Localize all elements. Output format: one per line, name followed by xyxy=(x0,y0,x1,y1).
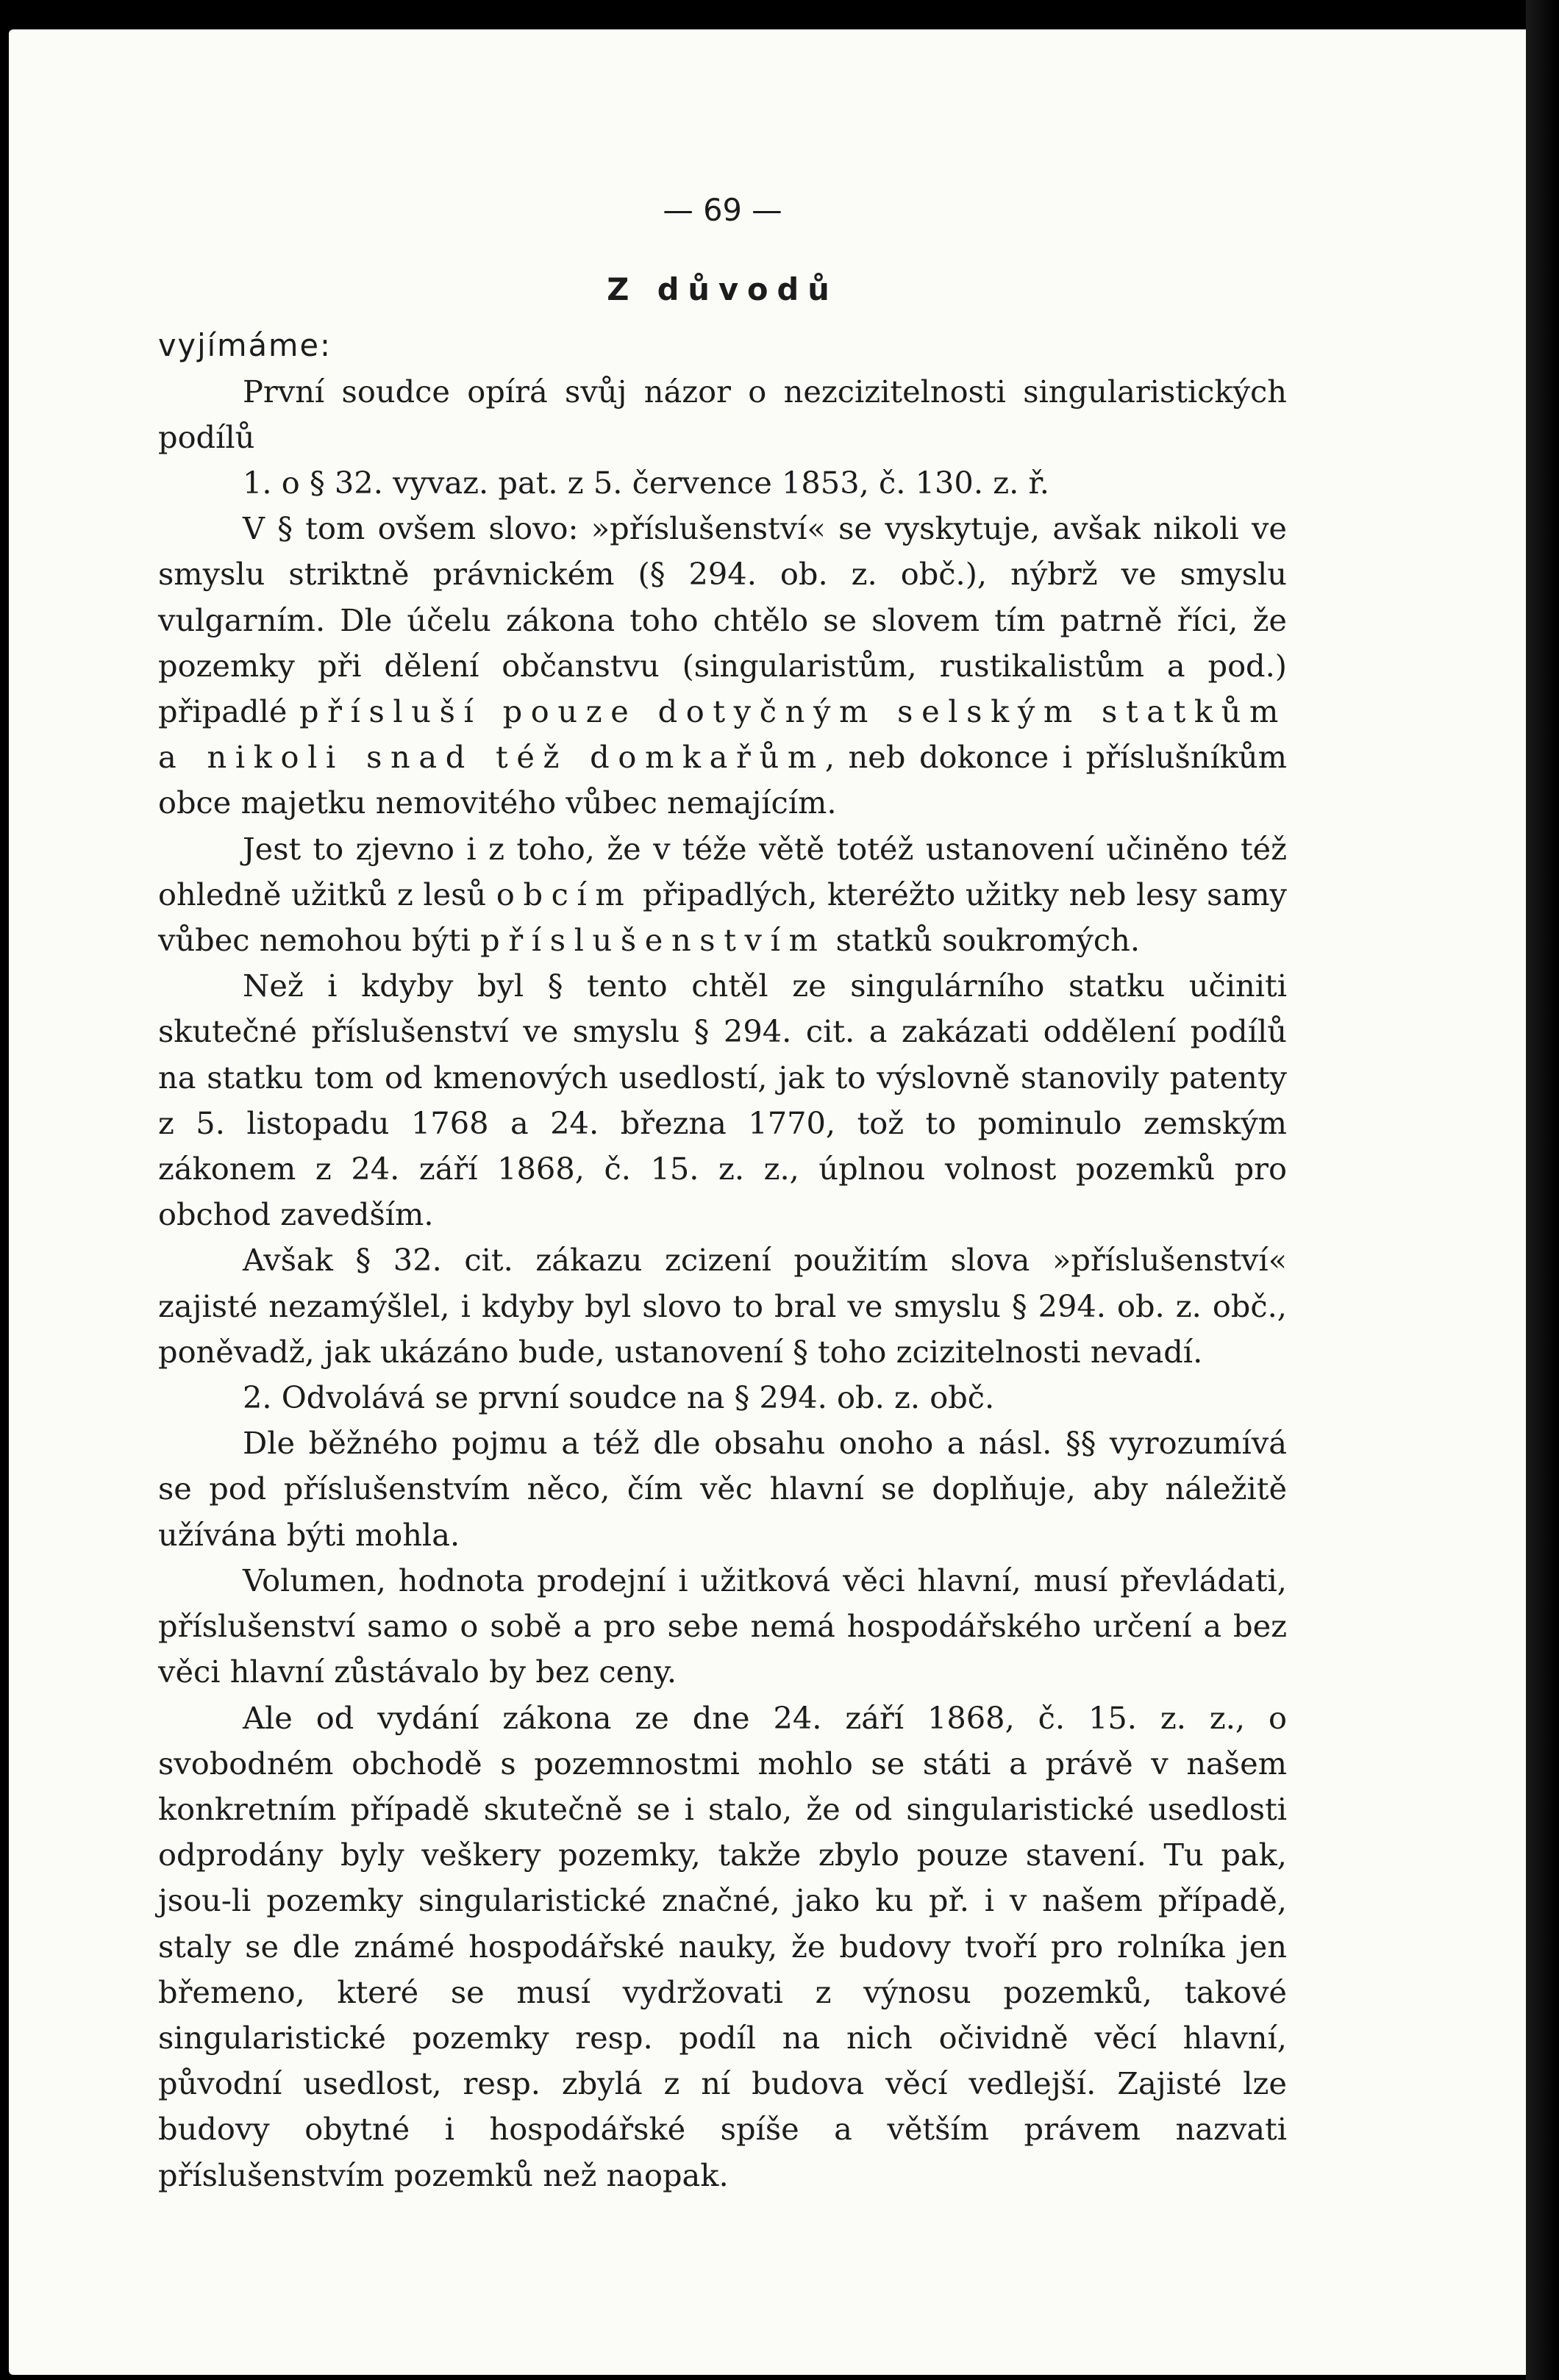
paragraph-4 xyxy=(158,826,1287,964)
page-number: — 69 — xyxy=(663,192,782,228)
scan-edge xyxy=(1526,0,1559,2380)
paragraph-9: Volumen, hodnota prodejní i užitková věci hlavní, musí převládati, příslušenství samo o sobě a pro sebe nemá hospodářského určení a bez věci hlavní zůstávalo by bez ceny. xyxy=(158,1562,1287,1690)
spaced-emphasis-prislusenstvim: příslušenstvím xyxy=(480,922,827,959)
paragraph-1: První soudce opírá svůj názor o nezcizitelnosti singularistických podílů xyxy=(158,373,1287,455)
section-heading: Z důvodů xyxy=(607,271,838,308)
paragraph-4-tail: statků soukromých. xyxy=(826,922,1141,959)
spaced-emphasis-obcim: obcím xyxy=(496,876,633,912)
paragraph-7: 2. Odvolává se první soudce na § 294. ob. z. obč. xyxy=(243,1379,995,1416)
paragraph-3 xyxy=(158,506,1287,826)
paragraph-3-tail: , neb dokonce i příslušníkům obce majetku nemovitého vůbec nemajícím. xyxy=(158,739,1287,821)
paragraph-3-text: V § tom ovšem slovo: »příslušenství« se vyskytuje, avšak nikoli ve smyslu striktně právnickém (§ 294. ob. z. obč.), nýbrž ve smyslu vulgarním. Dle účelu zákona toho chtělo se slovem tím patrně říci, že pozemky při dělení občanstvu (singularistům, rustikalistům a pod.) připadlé xyxy=(158,510,1287,730)
paragraph-4-middle: připadlých, kteréžto užitky neb lesy samy vůbec nemohou býti xyxy=(158,876,1287,959)
paragraph-4-text: Jest to zjevno i z toho, že v téže větě totéž ustanovení učiněno též ohledně užitků z lesů xyxy=(158,830,1287,912)
page-content xyxy=(158,187,1287,2198)
paragraph-5: Než i kdyby byl § tento chtěl ze singulárního statku učiniti skutečné příslušenství ve smyslu § 294. cit. a zakázati oddělení podílů na statku tom od kmenových usedlostí, jak to výslovně stanovily patenty z 5. listopadu 1768 a 24. března 1770, tož to pominulo zemským zákonem z 24. září 1868, č. 15. z. z., úplnou volnost pozemků pro obchod zavedším. xyxy=(158,968,1287,1233)
paragraph-6: Avšak § 32. cit. zákazu zcizení použitím slova »příslušenství« zajisté nezamýšlel, i kdyby byl slovo to bral ve smyslu § 294. ob. z. obč., poněvadž, jak ukázáno bude, ustanovení § toho zcizitelnosti nevadí. xyxy=(158,1242,1287,1370)
spaced-emphasis: přísluší pouze dotyčným selským statkům a nikoli snad též domkařům xyxy=(158,693,1287,776)
paragraph-8: Dle běžného pojmu a též dle obsahu onoho a násl. §§ vyrozumívá se pod příslušenstvím něco, čím věc hlavní se doplňuje, aby náležitě užívána býti mohla. xyxy=(158,1425,1287,1553)
paragraph-2: 1. o § 32. vyvaz. pat. z 5. července 1853, č. 130. z. ř. xyxy=(243,465,1049,501)
lead-word: vyjímáme: xyxy=(158,327,332,364)
paragraph-10: Ale od vydání zákona ze dne 24. září 1868, č. 15. z. z., o svobodném obchodě s pozemnostmi mohlo se státi a právě v našem konkretním případě skutečně se i stalo, že od singularistické usedlosti odprodány byly veškery pozemky, takže zbylo pouze stavení. Tu pak, jsou-li pozemky singularistické značné, jako ku př. i v našem případě, staly se dle známé hospodářské nauky, že budovy tvoří pro rolníka jen břemeno, které se musí vydržovati z výnosu pozemků, takové singularistické pozemky resp. podíl na nich očividně věcí hlavní, původní usedlost, resp. zbylá z ní budova věcí vedlejší. Zajisté lze budovy obytné i hospodářské spíše a větším právem nazvati příslušenstvím pozemků než naopak. xyxy=(158,1699,1287,2193)
